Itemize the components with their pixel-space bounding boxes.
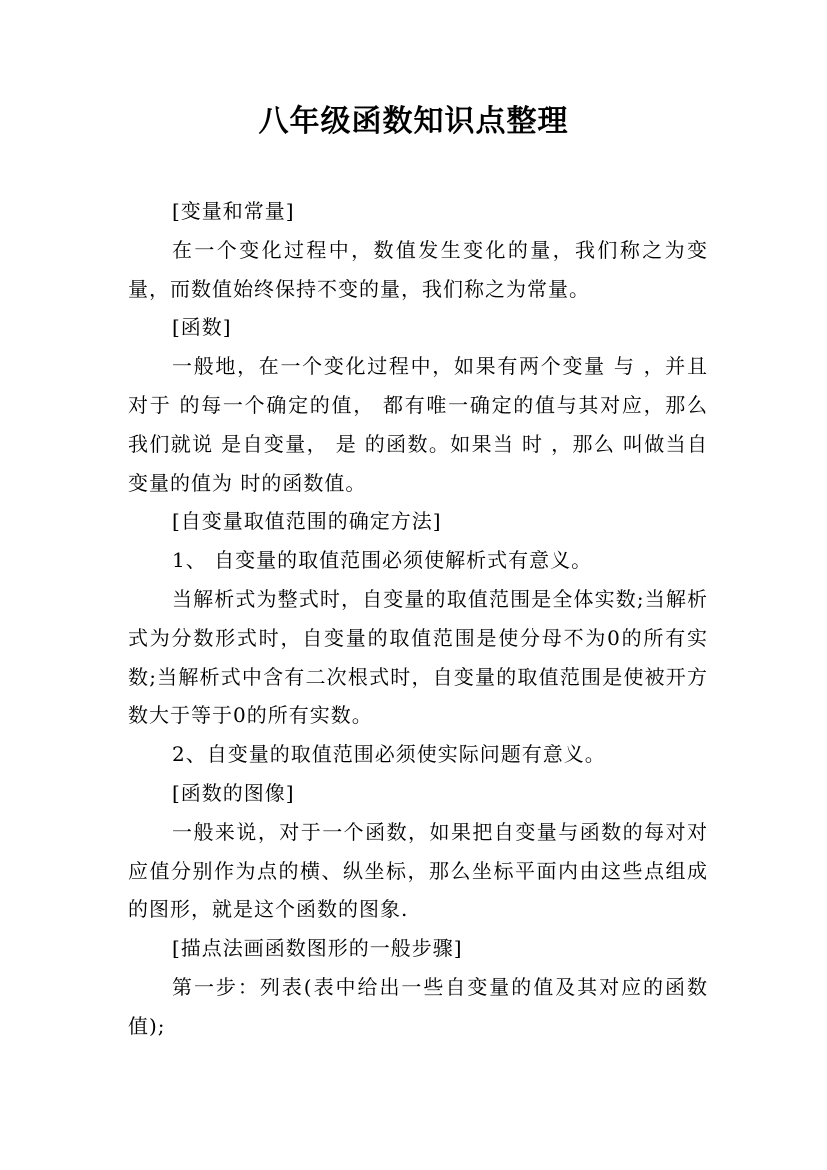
paragraph-function-graph: 一般来说，对于一个函数，如果把自变量与函数的每对对应值分别作为点的横、纵坐标，那么坐标平面内由这些点组成的图形，就是这个函数的图象. [128,819,708,922]
paragraph-step-one: 第一步：列表(表中给出一些自变量的值及其对应的函数值); [128,974,708,1038]
paragraph-domain-details: 当解析式为整式时，自变量的取值范围是全体实数;当解析式为分数形式时，自变量的取值范围是使分母不为0的所有实数;当解析式中含有二次根式时，自变量的取值范围是使被开方数大于等于0的所有实数。 [128,586,708,728]
section-heading-function: [函数] [172,315,232,340]
paragraph-domain-rule-2: 2、自变量的取值范围必须使实际问题有意义。 [172,742,606,767]
document-title: 八年级函数知识点整理 [258,104,569,139]
section-heading-plotting-steps: [描点法画函数图形的一般步骤] [172,936,463,961]
section-heading-function-graph: [函数的图像] [172,780,295,805]
section-heading-variables-constants: [变量和常量] [172,199,295,223]
section-heading-domain-method: [自变量取值范围的确定方法] [172,509,442,534]
document-body [128,192,708,1046]
paragraph-domain-rule-1: 1、 自变量的取值范围必须使解析式有意义。 [172,548,593,573]
paragraph-function-definition: 一般地，在一个变化过程中，如果有两个变量 与 ，并且对于 的每一个确定的值， 都有唯一确定的值与其对应，那么我们就说 是自变量， 是 的函数。如果当 时 ，那么 叫做当自变量的值为 时的函数值。 [128,354,708,495]
paragraph-variables-constants: 在一个变化过程中，数值发生变化的量，我们称之为变量，而数值始终保持不变的量，我们称之为常量。 [128,237,708,301]
